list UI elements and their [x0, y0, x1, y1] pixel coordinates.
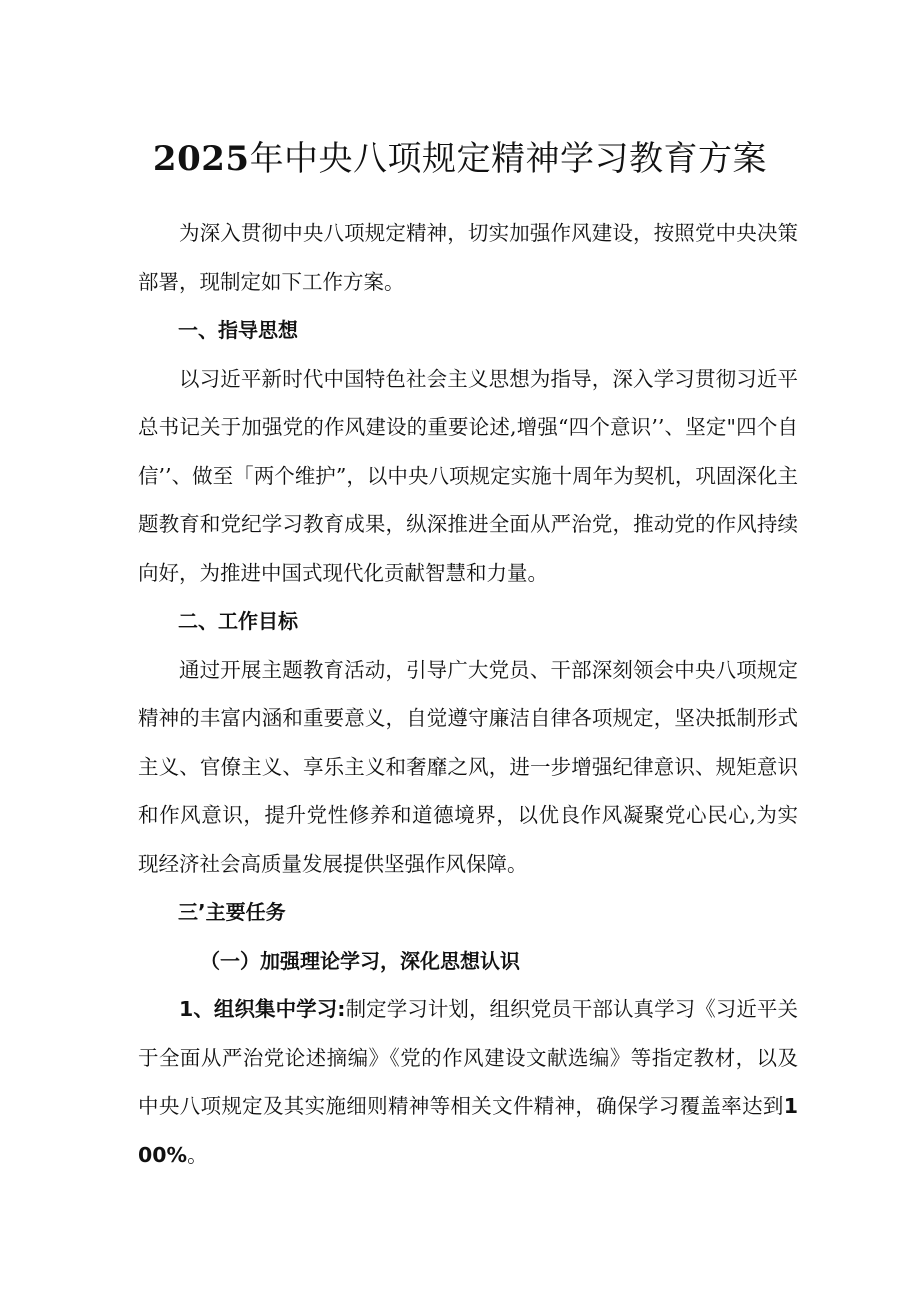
section-heading-main-tasks: 三’主要任务 [178, 900, 286, 924]
document-title [0, 135, 920, 183]
task-item-lead: 1、组织集中学习: [179, 997, 346, 1021]
section-body-work-goals: 通过开展主题教育活动，引导广大党员、干部深刻领会中央八项规定精神的丰富内涵和重要意义，自觉遵守廉洁自律各项规定，坚决抵制形式主义、官僚主义、享乐主义和奢靡之风，进一步增强纪律意识、规矩意识和作风意识，提升党性修养和道德境界，以优良作风凝聚党心民心,为实现经济社会高质量发展提供坚强作风保障。 [138, 657, 798, 876]
title-year: 2025 [152, 138, 250, 179]
intro-paragraph: 为深入贯彻中央八项规定精神，切实加强作风建设，按照党中央决策部署，现制定如下工作方案。 [138, 221, 798, 294]
section-heading-work-goals: 二、工作目标 [178, 609, 298, 633]
title-text: 年中央八项规定精神学习教育方案 [249, 138, 768, 179]
document-body [138, 209, 798, 1179]
section-body-guiding-ideology: 以习近平新时代中国特色社会主义思想为指导，深入学习贯彻习近平总书记关于加强党的作风建设的重要论述,增强“四个意识’’、坚定"四个自信’’、做至「两个维护”，以中央八项规定实施十周年为契机，巩固深化主题教育和党纪学习教育成果，纵深推进全面从严治党，推动党的作风持续向好，为推进中国式现代化贡献智慧和力量。 [138, 366, 798, 585]
task-item-end: 。 [187, 1142, 208, 1167]
coverage-rate-value: 100% [138, 1094, 798, 1167]
task-item-centralized-study [138, 985, 798, 1179]
task-item-text: 制定学习计划，组织党员干部认真学习《习近平关于全面从严治党论述摘编》《党的作风建设文献选编》等指定教材，以及中央八项规定及其实施细则精神等相关文件精神，确保学习覆盖率达到 [138, 997, 799, 1118]
section-heading-guiding-ideology: 一、指导思想 [178, 318, 298, 342]
subsection-heading-theory-study: （一）加强理论学习，深化思想认识 [200, 948, 520, 973]
